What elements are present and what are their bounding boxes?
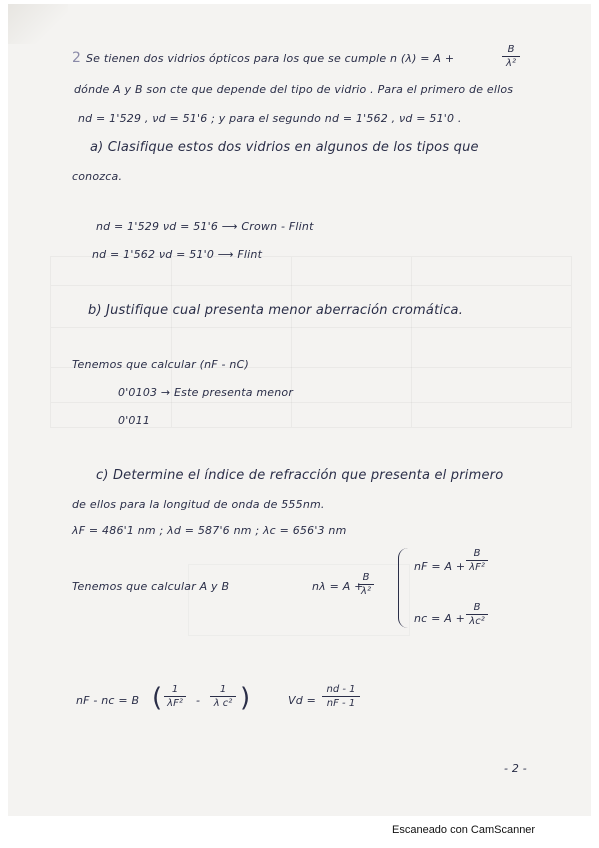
bleed-through-table	[50, 256, 572, 428]
n-lambda-numerator: B	[362, 572, 370, 583]
part-a-question-line-1: a) Clasifique estos dos vidrios en algunos de los tipos que	[90, 140, 479, 155]
nf-fraction	[466, 548, 488, 573]
part-b-question: b) Justifique cual presenta menor aberración cromática.	[88, 303, 464, 318]
part-c-question-line-1: c) Determine el índice de refracción que presenta el primero	[96, 468, 504, 483]
scanner-footer: Escaneado con CamScanner	[392, 824, 536, 836]
problem-line-3: nd = 1'529 , νd = 51'6 ; y para el segundo nd = 1'562 , νd = 51'0 .	[78, 112, 462, 125]
formula-denominator: λ²	[506, 58, 516, 69]
vd-numerator: nd - 1	[326, 684, 356, 695]
open-paren: (	[152, 683, 163, 713]
nf-denominator: λF²	[469, 562, 485, 573]
part-a-answer-row-1: nd = 1'529 νd = 51'6 ⟶ Crown - Flint	[96, 220, 314, 233]
difference-equation: nF - nc = B	[76, 694, 140, 707]
problem-formula-fraction	[502, 44, 520, 69]
nc-equation: nc = A +	[414, 612, 466, 625]
problem-line-2: dónde A y B son cte que depende del tipo de vidrio . Para el primero de ellos	[74, 83, 514, 96]
n-lambda-denominator: λ²	[361, 586, 371, 597]
diff-denominator-1: λF²	[167, 698, 183, 709]
diff-fraction-1	[164, 684, 186, 709]
bleed-through-box	[188, 564, 410, 636]
nc-denominator: λc²	[469, 616, 485, 627]
diff-numerator-2: 1	[219, 684, 227, 695]
n-lambda-equation: nλ = A +	[312, 580, 364, 593]
part-b-line-1: Tenemos que calcular (nF - nC)	[72, 358, 249, 371]
vd-equation: Vd =	[288, 694, 317, 707]
part-c-calc-label: Tenemos que calcular A y B	[72, 580, 230, 593]
page-corner-shadow	[8, 4, 68, 44]
system-brace	[398, 548, 409, 628]
nc-numerator: B	[473, 602, 481, 613]
problem-number: 2	[72, 50, 82, 66]
diff-denominator-2: λ c²	[213, 698, 233, 709]
page-number: - 2 -	[504, 762, 527, 775]
vd-fraction	[322, 684, 360, 709]
part-a-answer-row-2: nd = 1'562 νd = 51'0 ⟶ Flint	[92, 248, 263, 261]
vd-denominator: nF - 1	[326, 698, 356, 709]
nc-fraction	[466, 602, 488, 627]
diff-fraction-2	[210, 684, 236, 709]
part-a-question-line-2: conozca.	[72, 170, 123, 183]
part-c-wavelengths: λF = 486'1 nm ; λd = 587'6 nm ; λc = 656'3 nm	[72, 524, 347, 537]
nf-equation: nF = A +	[414, 560, 466, 573]
part-b-line-3: 0'011	[118, 414, 151, 427]
nf-numerator: B	[473, 548, 481, 559]
close-paren: )	[240, 683, 251, 713]
diff-minus-sign: -	[196, 694, 201, 707]
part-b-line-2: 0'0103 → Este presenta menor	[118, 386, 294, 399]
part-c-question-line-2: de ellos para la longitud de onda de 555nm.	[72, 498, 325, 511]
n-lambda-fraction	[358, 572, 374, 597]
formula-numerator: B	[507, 44, 515, 55]
diff-numerator-1: 1	[171, 684, 179, 695]
problem-line-1: Se tienen dos vidrios ópticos para los que se cumple n (λ) = A +	[86, 52, 455, 65]
